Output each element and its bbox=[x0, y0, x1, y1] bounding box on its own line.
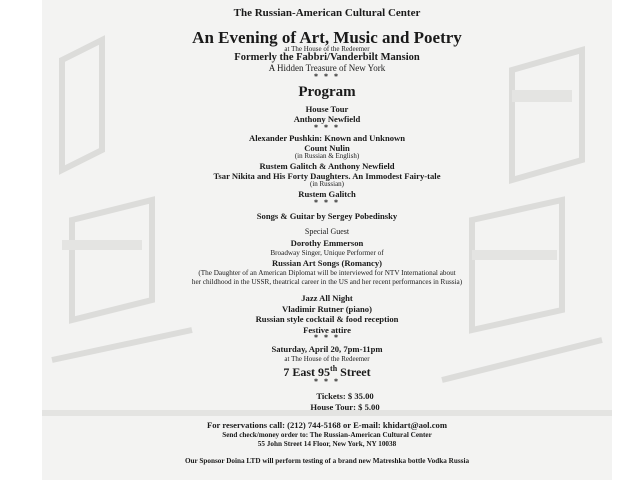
separator: * * * bbox=[314, 333, 340, 343]
ticket-price: Tickets: $ 35.00 bbox=[316, 391, 374, 402]
house-tour-price: House Tour: $ 5.00 bbox=[310, 401, 380, 412]
venue-intro: at The House of the Redeemer bbox=[284, 45, 370, 53]
special-guest-program: Russian Art Songs (Romancy) bbox=[271, 258, 383, 269]
pushkin-title: Alexander Pushkin: Known and Unknown bbox=[248, 132, 406, 143]
tale-performer: Rustem Galitch bbox=[298, 189, 356, 200]
send-check-line: Send check/money order to: The Russian-American Cultural Center bbox=[222, 430, 432, 439]
venue-at: at The House of the Redeemer bbox=[284, 355, 370, 364]
tale-title: Tsar Nikita and His Forty Daughters. An Immodest Fairy-tale bbox=[213, 171, 441, 182]
street-number: 7 East 95 bbox=[283, 365, 331, 380]
reception: Russian style cocktail & food reception bbox=[255, 314, 399, 325]
special-guest-description: Broadway Singer, Unique Performer of bbox=[270, 248, 384, 257]
event-title: An Evening of Art, Music and Poetry bbox=[192, 28, 462, 47]
house-tour-title: House Tour bbox=[305, 103, 349, 114]
special-guest-note-line1: (The Daughter of an American Diplomat will be interviewed for NTV International about bbox=[198, 268, 456, 277]
venue-tagline: A Hidden Treasure of New York bbox=[268, 62, 386, 73]
separator: * * * bbox=[314, 377, 340, 387]
street-suffix: th bbox=[330, 364, 338, 374]
songs-guitar: Songs & Guitar by Sergey Pobedinsky bbox=[256, 210, 398, 221]
jazz-performer: Vladimir Rutner (piano) bbox=[282, 303, 372, 314]
attire: Festive attire bbox=[303, 324, 351, 335]
reservations-line: For reservations call: (212) 744-5168 or E-mail: khidart@aol.com bbox=[207, 420, 447, 431]
pushkin-performer: Count Nulin bbox=[304, 143, 350, 154]
flyer-content bbox=[42, 6, 612, 465]
organization-name: The Russian-American Cultural Center bbox=[233, 7, 421, 19]
event-date-time: Saturday, April 20, 7pm-11pm bbox=[271, 344, 383, 355]
mailing-address: 55 John Street 14 Floor, New York, NY 10038 bbox=[257, 440, 397, 448]
special-guest-note-line2: her childhood in the USSR, theatrical career in the US and her recent performances in Russia) bbox=[191, 277, 463, 286]
sponsor-line: Our Sponsor Doina LTD will perform testing of a brand new Matreshka bottle Vodka Russia bbox=[184, 457, 470, 466]
program-heading: Program bbox=[298, 83, 356, 100]
venue-former-name: Formerly the Fabbri/Vanderbilt Mansion bbox=[234, 52, 420, 63]
separator: * * * bbox=[314, 122, 340, 132]
pushkin-performers: Rustem Galitch & Anthony Newfield bbox=[259, 160, 395, 171]
street-word: Street bbox=[340, 365, 371, 380]
house-tour-performer: Anthony Newfield bbox=[293, 114, 361, 125]
separator: * * * bbox=[314, 197, 340, 207]
separator: * * * bbox=[314, 71, 340, 81]
tale-language: (in Russian) bbox=[309, 180, 345, 189]
jazz-title: Jazz All Night bbox=[301, 293, 353, 304]
flyer-page bbox=[42, 0, 612, 480]
pushkin-language: (in Russian & English) bbox=[294, 151, 360, 160]
special-guest-name: Dorothy Emmerson bbox=[290, 238, 364, 249]
special-guest-label: Special Guest bbox=[304, 227, 350, 237]
